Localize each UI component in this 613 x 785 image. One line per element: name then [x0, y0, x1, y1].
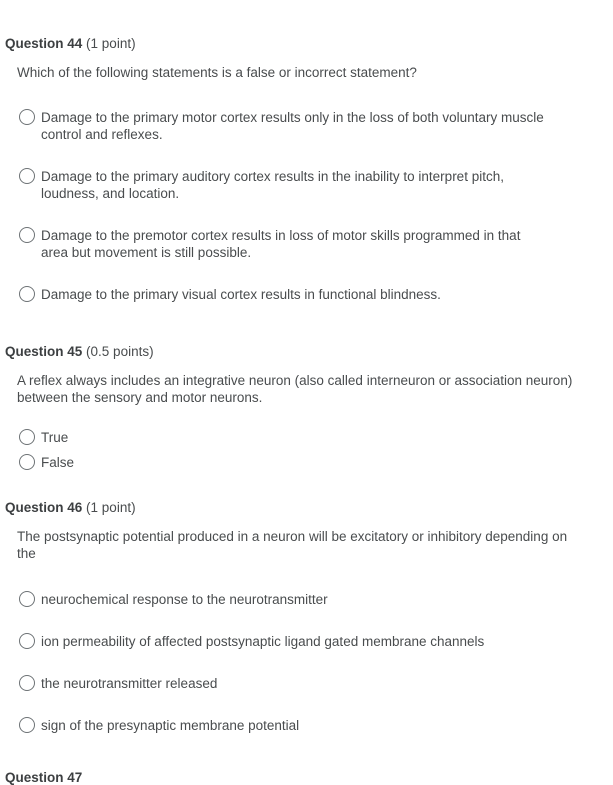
- radio-button[interactable]: [19, 633, 35, 649]
- q46-option-3[interactable]: [19, 675, 561, 692]
- radio-button[interactable]: [19, 168, 35, 184]
- option-label[interactable]: Damage to the primary visual cortex results in functional blindness.: [41, 287, 441, 302]
- q44-option-2[interactable]: [19, 168, 561, 202]
- question-44-header: [5, 36, 136, 51]
- question-title: Question 46: [5, 500, 83, 515]
- q45-option-false[interactable]: [19, 454, 561, 471]
- option-label[interactable]: the neurotransmitter released: [41, 676, 218, 691]
- radio-button[interactable]: [19, 286, 35, 302]
- radio-button[interactable]: [19, 227, 35, 243]
- q44-option-3[interactable]: [19, 227, 521, 261]
- question-title: Question 45: [5, 344, 83, 359]
- q46-option-1[interactable]: [19, 591, 561, 608]
- option-label[interactable]: Damage to the primary motor cortex results only in the loss of both voluntary muscle control and reflexes.: [41, 110, 544, 142]
- option-label[interactable]: ion permeability of affected postsynaptic ligand gated membrane channels: [41, 634, 485, 649]
- question-points: (1 point): [86, 500, 136, 515]
- option-label[interactable]: neurochemical response to the neurotransmitter: [41, 592, 328, 607]
- radio-button[interactable]: [19, 429, 35, 445]
- option-label[interactable]: True: [41, 430, 69, 445]
- question-45-header: [5, 344, 154, 359]
- radio-button[interactable]: [19, 109, 35, 125]
- radio-button[interactable]: [19, 675, 35, 691]
- option-label[interactable]: sign of the presynaptic membrane potential: [41, 718, 300, 733]
- radio-button[interactable]: [19, 454, 35, 470]
- q46-option-2[interactable]: [19, 633, 561, 650]
- question-title: Question 44: [5, 36, 83, 51]
- q44-option-4[interactable]: [19, 286, 561, 303]
- q46-option-4[interactable]: [19, 717, 561, 734]
- question-47-header: Question 47: [5, 770, 83, 785]
- question-points: (0.5 points): [86, 344, 154, 359]
- question-44-text: Which of the following statements is a false or incorrect statement?: [17, 65, 417, 80]
- question-45-text: A reflex always includes an integrative neuron (also called interneuron or association neuron) between the sensory and motor neurons.: [17, 373, 573, 405]
- option-label[interactable]: Damage to the primary auditory cortex results in the inability to interpret pitch, loudness, and location.: [41, 169, 504, 201]
- question-points: (1 point): [86, 36, 136, 51]
- option-label[interactable]: False: [41, 455, 75, 470]
- option-label[interactable]: Damage to the premotor cortex results in loss of motor skills programmed in that area but movement is still possible.: [41, 228, 521, 260]
- question-46-text: The postsynaptic potential produced in a neuron will be excitatory or inhibitory depending on the: [17, 529, 568, 561]
- question-46-header: [5, 500, 136, 515]
- radio-button[interactable]: [19, 717, 35, 733]
- radio-button[interactable]: [19, 591, 35, 607]
- q44-option-1[interactable]: [19, 109, 561, 143]
- q45-option-true[interactable]: [19, 429, 561, 446]
